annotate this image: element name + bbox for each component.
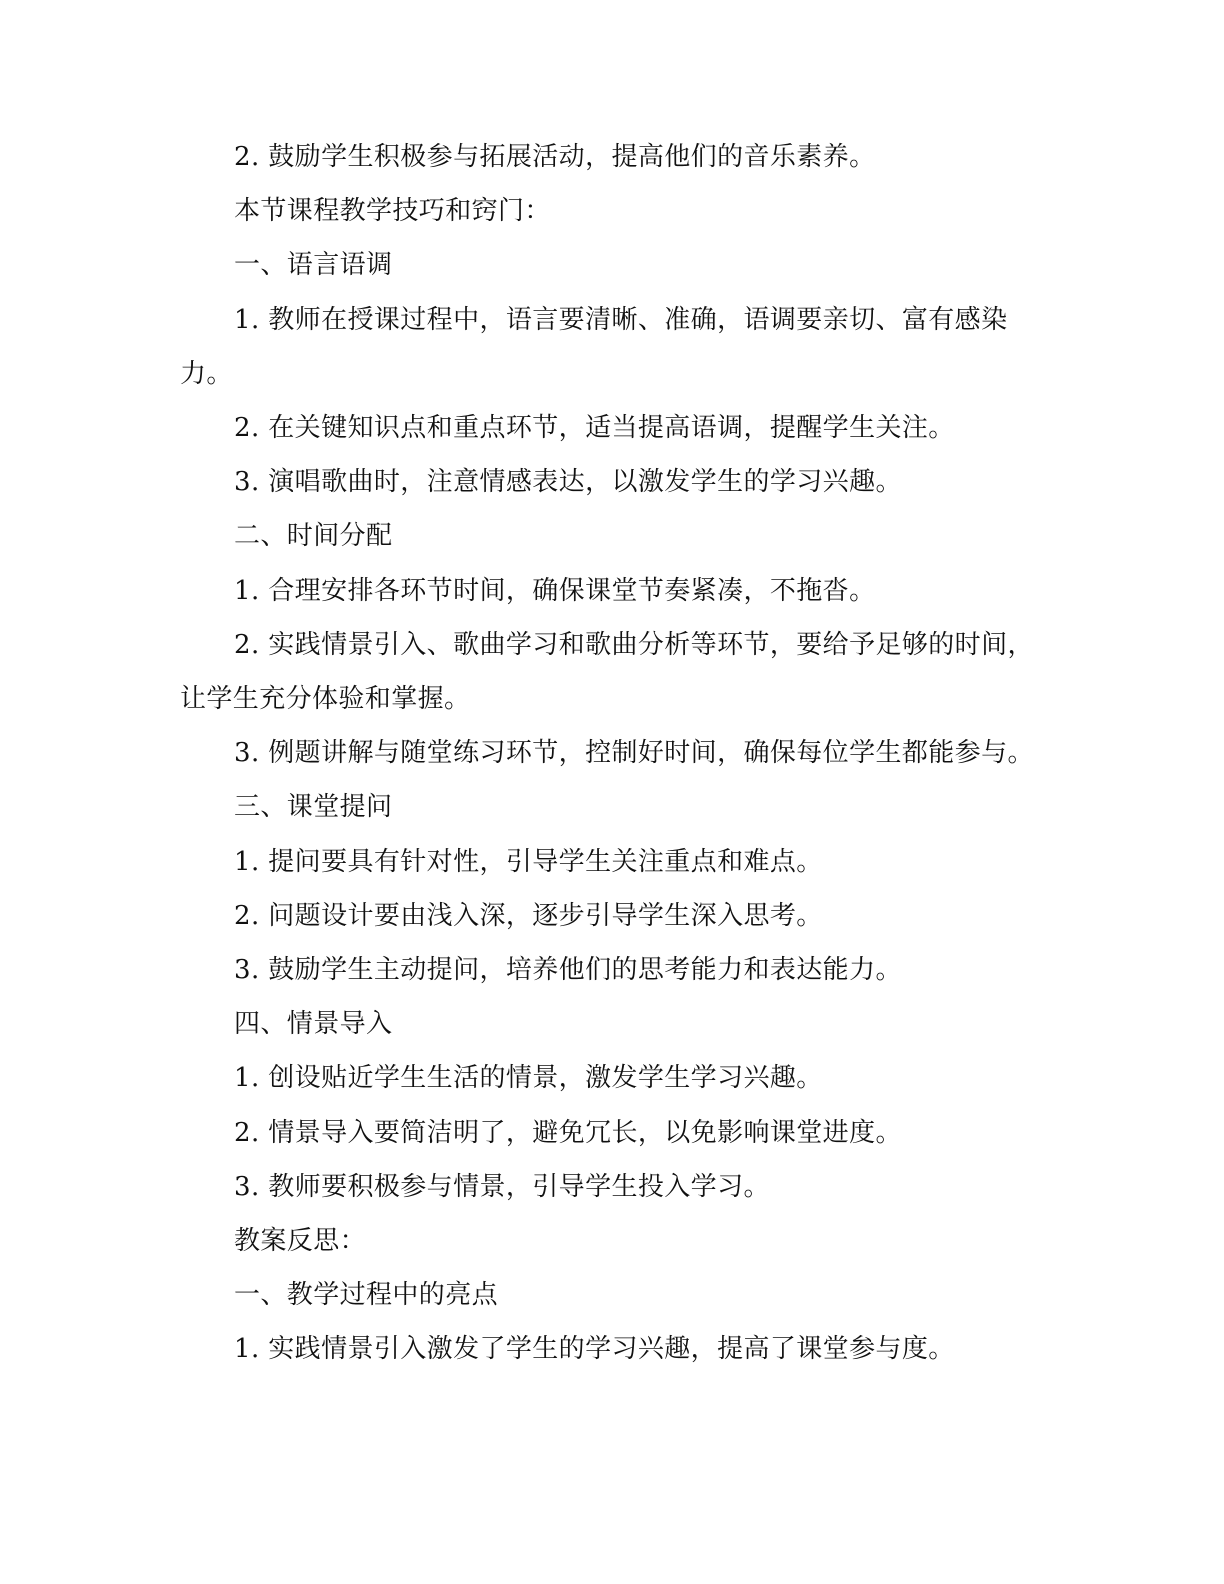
- list-item-encourage-extension: 2. 鼓励学生积极参与拓展活动，提高他们的音乐素养。: [234, 142, 876, 172]
- list-item: 3. 例题讲解与随堂练习环节，控制好时间，确保每位学生都能参与。: [234, 738, 1034, 769]
- subheading-time-allocation: 二、时间分配: [234, 521, 393, 552]
- list-item: 1. 实践情景引入激发了学生的学习兴趣，提高了课堂参与度。: [234, 1334, 955, 1365]
- list-item: 2. 在关键知识点和重点环节，适当提高语调，提醒学生关注。: [234, 413, 955, 444]
- list-item: 2. 问题设计要由浅入深，逐步引导学生深入思考。: [234, 900, 823, 931]
- section-heading-teaching-tips: 本节课程教学技巧和窍门：: [234, 196, 551, 227]
- list-item: 2. 实践情景引入、歌曲学习和歌曲分析等环节，要给予足够的时间，让学生充分体验和掌握。: [180, 629, 1034, 715]
- subheading-teaching-highlights: 一、教学过程中的亮点: [234, 1280, 499, 1311]
- list-item: 1. 创设贴近学生生活的情景，激发学生学习兴趣。: [234, 1063, 823, 1094]
- document-body: [180, 130, 1044, 1377]
- list-item: 2. 情景导入要简洁明了，避免冗长，以免影响课堂进度。: [234, 1117, 902, 1148]
- subheading-scenario-introduction: 四、情景导入: [234, 1009, 393, 1040]
- list-item: 3. 教师要积极参与情景，引导学生投入学习。: [234, 1171, 770, 1202]
- list-item: 1. 提问要具有针对性，引导学生关注重点和难点。: [234, 846, 823, 877]
- list-item: 3. 鼓励学生主动提问，培养他们的思考能力和表达能力。: [234, 955, 902, 986]
- list-item: 1. 合理安排各环节时间，确保课堂节奏紧凑，不拖沓。: [234, 575, 876, 606]
- section-heading-reflection: 教案反思：: [234, 1226, 367, 1257]
- subheading-language-tone: 一、语言语调: [234, 250, 393, 281]
- list-item: 1. 教师在授课过程中，语言要清晰、准确，语调要亲切、富有感染力。: [180, 304, 1008, 389]
- subheading-classroom-questions: 三、课堂提问: [234, 792, 393, 823]
- list-item: 3. 演唱歌曲时，注意情感表达，以激发学生的学习兴趣。: [234, 467, 902, 498]
